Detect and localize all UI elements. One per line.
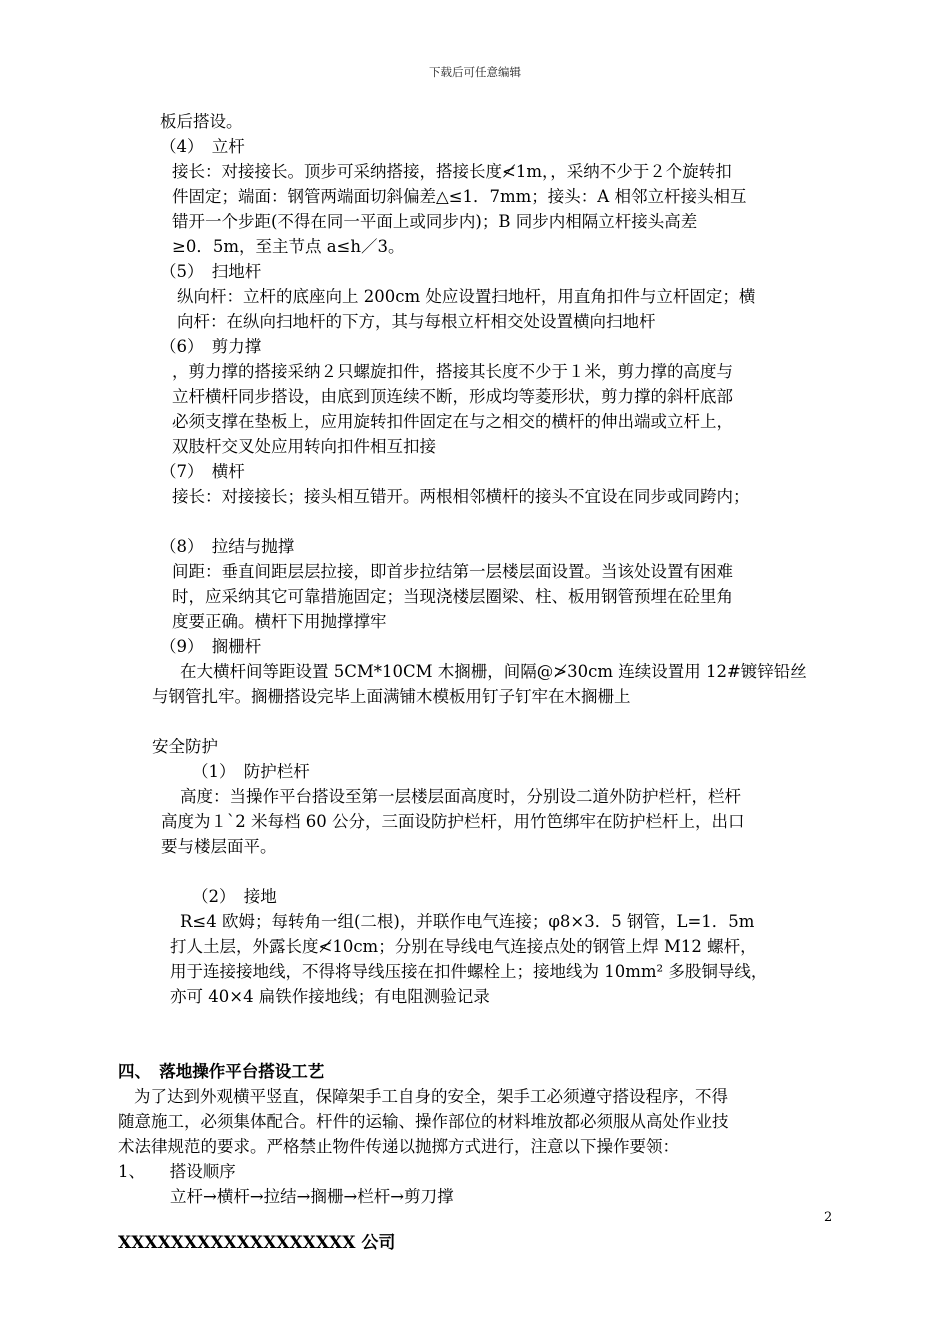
text-line: 接长：对接接长。顶步可采纳搭接，搭接长度≮1m，，采纳不少于２个旋转扣 <box>172 162 732 181</box>
text-line: R≤4 欧姆；每转角一组(二根)，并联作电气连接；φ8×3．5 钢管，L=1．5m <box>180 912 755 931</box>
text-line: （1） 防护栏杆 <box>192 762 310 781</box>
text-line: 间距：垂直间距层层拉接，即首步拉结第一层楼层面设置。当该处设置有困难 <box>172 562 733 581</box>
text-line: （6） 剪力撑 <box>160 337 262 356</box>
text-line: （7） 横杆 <box>160 462 245 481</box>
text-line: 件固定；端面：钢管两端面切斜偏差△≤1．7mm；接头：A 相邻立杆接头相互 <box>172 187 747 206</box>
text-line: 必须支撑在垫板上，应用旋转扣件固定在与之相交的横杆的伸出端或立杆上， <box>172 412 733 431</box>
text-line: （2） 接地 <box>192 887 277 906</box>
text-line: 高度为１`2 米每档 60 公分，三面设防护栏杆，用竹笆绑牢在防护栏杆上，出口 <box>161 812 745 831</box>
text-line: 时，应采纳其它可靠措施固定；当现浇楼层圈梁、柱、板用钢管预埋在砼里角 <box>172 587 733 606</box>
text-line: 立杆→横杆→拉结→搁栅→栏杆→剪刀撑 <box>170 1187 454 1206</box>
text-line: 为了达到外观横平竖直，保障架手工自身的安全，架手工必须遵守搭设程序，不得 <box>134 1087 728 1106</box>
text-line: 纵向杆：立杆的底座向上 200cm 处应设置扫地杆，用直角扣件与立杆固定；横 <box>177 287 756 306</box>
text-line: 板后搭设。 <box>160 112 243 131</box>
text-line: 向杆：在纵向扫地杆的下方，其与每根立杆相交处设置横向扫地杆 <box>177 312 656 331</box>
page-header: 下载后可任意编辑 <box>429 65 521 79</box>
text-line: 在大横杆间等距设置 5CM*10CM 木搁栅，间隔@≯30cm 连续设置用 12#镀锌铅丝 <box>180 662 807 681</box>
text-line: （4） 立杆 <box>160 137 245 156</box>
page-number: 2 <box>824 1210 833 1225</box>
text-line: 打人土层，外露长度≮10cm；分别在导线电气连接点处的钢管上焊 M12 螺杆， <box>170 937 757 956</box>
text-line: 双肢杆交叉处应用转向扣件相互扣接 <box>172 437 436 456</box>
text-line: 要与楼层面平。 <box>161 837 277 856</box>
text-line: 度要正确。横杆下用抛撑撑牢 <box>172 612 387 631</box>
text-line: 用于连接接地线，不得将导线压接在扣件螺栓上；接地线为 10mm² 多股铜导线， <box>170 962 768 981</box>
text-line: 亦可 40×4 扁铁作接地线；有电阻测验记录 <box>170 987 490 1006</box>
section-heading: 四、 落地操作平台搭设工艺 <box>118 1062 325 1081</box>
text-line: ，剪力撑的搭接采纳２只螺旋扣件，搭接其长度不少于１米，剪力撑的高度与 <box>172 362 733 381</box>
text-line: 接长：对接接长；接头相互错开。两根相邻横杆的接头不宜设在同步或同跨内； <box>172 487 750 506</box>
text-line: （5） 扫地杆 <box>160 262 262 281</box>
text-line: 术法律规范的要求。严格禁止物件传递以抛掷方式进行，注意以下操作要领： <box>118 1137 679 1156</box>
text-line: 安全防护 <box>152 737 218 756</box>
text-line: ≥0．5m，至主节点 a≤h／3。 <box>172 237 405 256</box>
text-line: 高度：当操作平台搭设至第一层楼层面高度时，分别设二道外防护栏杆，栏杆 <box>180 787 741 806</box>
text-line: 错开一个步距(不得在同一平面上或同步内)；B 同步内相隔立杆接头高差 <box>172 212 698 231</box>
text-line: （9） 搁栅杆 <box>160 637 262 656</box>
text-line: 随意施工，必须集体配合。杆件的运输、操作部位的材料堆放都必须服从高处作业技 <box>118 1112 729 1131</box>
text-line: 立杆横杆同步搭设，由底到顶连续不断，形成均等菱形状，剪力撑的斜杆底部 <box>172 387 733 406</box>
text-line: 与钢管扎牢。搁栅搭设完毕上面满铺木模板用钉子钉牢在木搁栅上 <box>152 687 631 706</box>
text-line: （8） 拉结与抛撑 <box>160 537 295 556</box>
company-footer: XXXXXXXXXXXXXXXXXX 公司 <box>118 1233 396 1253</box>
text-line: 1、 搭设顺序 <box>118 1162 236 1181</box>
